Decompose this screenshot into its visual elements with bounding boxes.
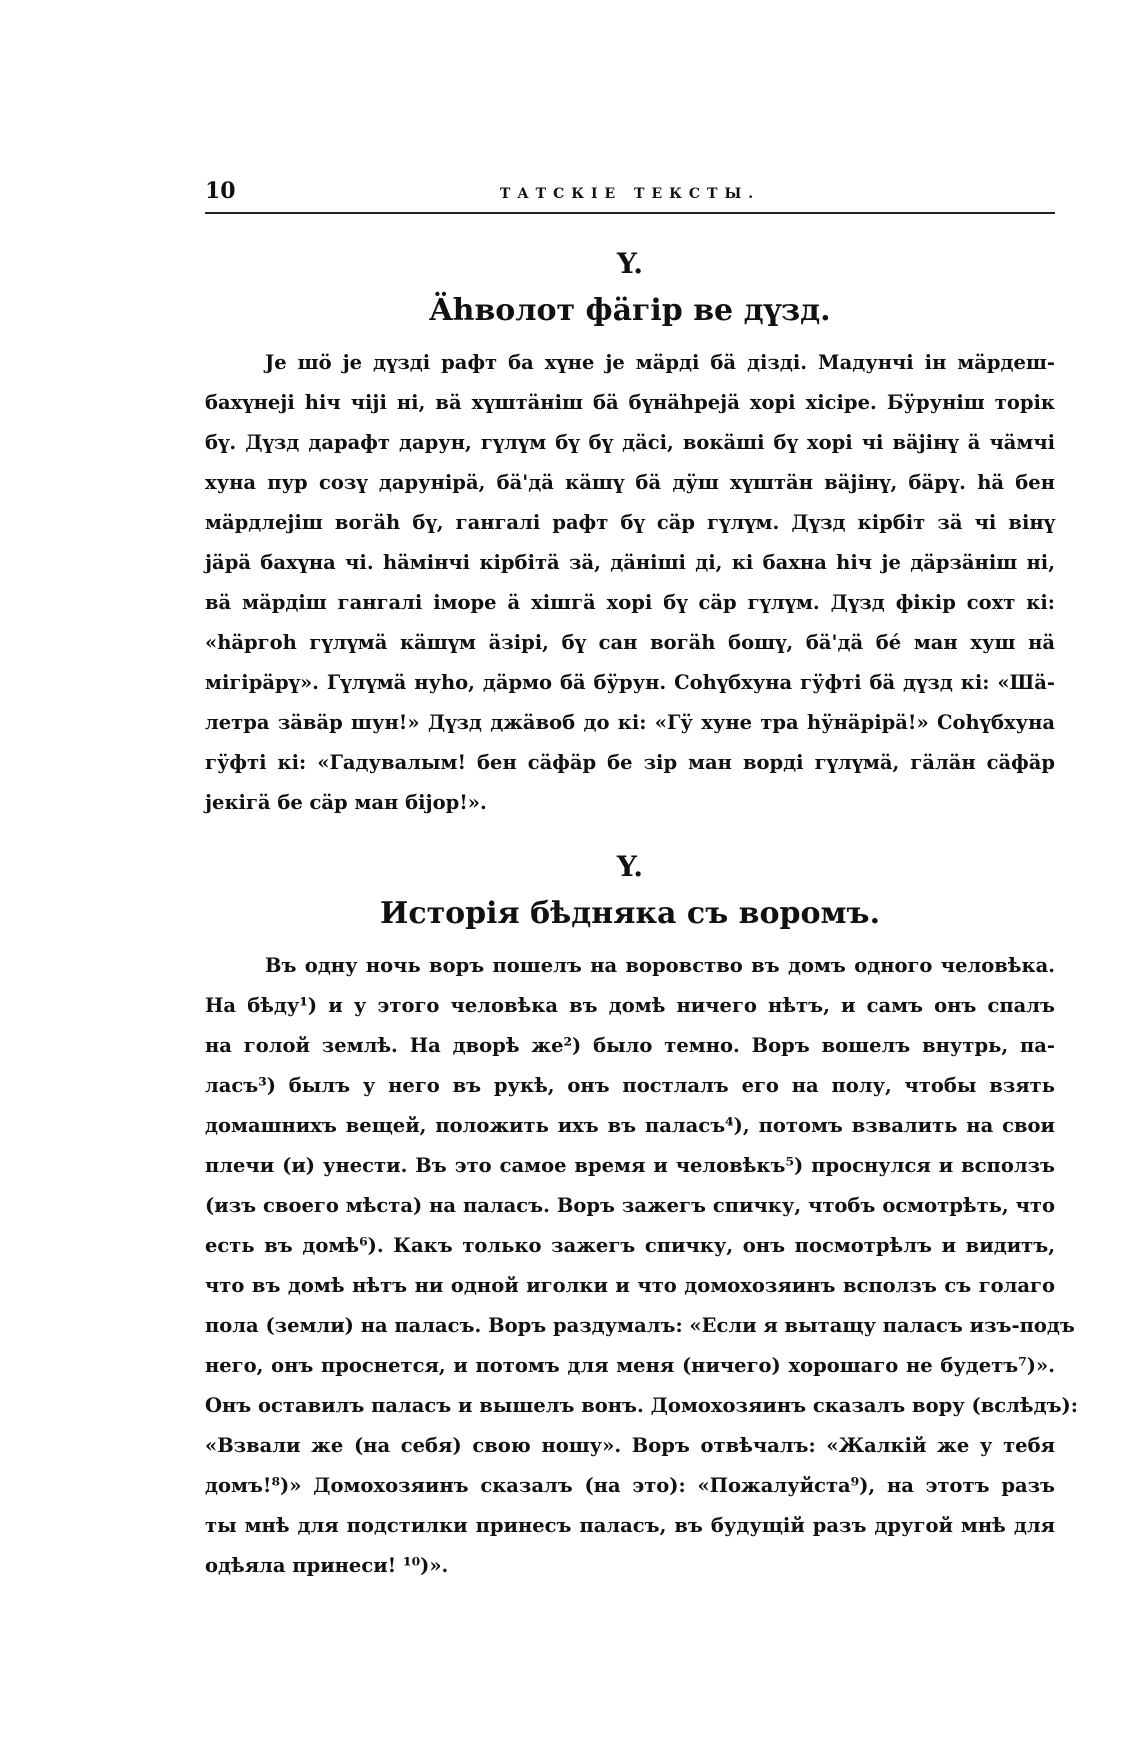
section-title: Ähволот фäгір ве дүзд. [429, 293, 831, 328]
text-line: него, онъ проснется, и потомъ для меня (ничего) хорошаго не будетъ⁷)». [205, 1354, 1055, 1377]
text-line: Онъ оставилъ паласъ и вышелъ вонъ. Домохозяинъ сказалъ вору (вслѣдъ): [205, 1394, 1078, 1417]
text-line: что въ домѣ нѣтъ ни одной иголки и что домохозяинъ всползъ съ голаго [205, 1274, 1055, 1297]
page-number: 10 [205, 178, 236, 204]
text-line: «häргоh гүлүмä кäшүм äзірі, бү сан вогäh бошү, бä'дä бé ман хуш нä [205, 631, 1055, 654]
text-line: ты мнѣ для подстилки принесъ паласъ, въ будущій разъ другой мнѣ для [205, 1514, 1055, 1537]
running-title: ТАТСКІЕ ТЕКСТЫ. [499, 186, 761, 202]
section-number: Y. [616, 850, 644, 883]
text-line: есть въ домѣ⁶). Какъ только зажегъ спичку, онъ посмотрѣлъ и видитъ, [205, 1234, 1055, 1257]
text-line: вä мäрдіш гангалі іморе ä хішгä хорі бү сäр гүлүм. Дүзд фікір сохт кі: [205, 591, 1055, 614]
text-line: На бѣду¹) и у этого человѣка въ домѣ ничего нѣтъ, и самъ онъ спалъ [205, 994, 1055, 1017]
tat-story-section [205, 247, 1055, 823]
text-line: летра зäвäр шун!» Дүзд джäвоб до кі: «Гӱ хуне тра hӱнäрірä!» Соhүбхуна [205, 711, 1055, 734]
page-content [205, 178, 1078, 1586]
russian-story-section [205, 850, 1078, 1586]
text-line: домъ!⁸)» Домохозяинъ сказалъ (на это): «Пожалуйста⁹), на этотъ разъ [205, 1474, 1055, 1497]
text-line: хуна пур созү дарунірä, бä'дä кäшү бä дӱш хүштäн вäjінү, бäрү. hä бен [205, 471, 1055, 494]
text-line: Въ одну ночь воръ пошелъ на воровство въ домъ одного человѣка. [265, 954, 1055, 977]
section-number: Y. [616, 247, 644, 280]
text-line: «Взвали же (на себя) свою ношу». Воръ отвѣчалъ: «Жалкій же у тебя [205, 1434, 1055, 1457]
text-line: (изъ своего мѣста) на паласъ. Воръ зажегъ спичку, чтобъ осмотрѣть, что [205, 1194, 1055, 1217]
text-line: jäрä бахүна чі. häмінчі кірбітä зä, дäніші ді, кі бахна hіч jе дäрзäніш ні, [205, 551, 1055, 574]
text-line: на голой землѣ. На дворѣ же²) было темно. Воръ вошелъ внутрь, па- [205, 1034, 1055, 1057]
text-line: мäрдлеjіш вогäh бү, гангалі рафт бү сäр гүлүм. Дүзд кірбіт зä чі вінү [205, 511, 1055, 534]
text-line: гӱфті кі: «Гадувалым! бен сäфäр бе зір ман ворді гүлүмä, гäлäн сäфäр [205, 751, 1055, 774]
text-line: ласъ³) былъ у него въ рукѣ, онъ постлалъ его на полу, чтобы взять [205, 1074, 1055, 1097]
text-line: бү. Дүзд дарафт дарун, гүлүм бү бү дäсі, вокäші бү хорі чі вäjінү ä чäмчі [205, 431, 1055, 454]
text-line: пола (земли) на паласъ. Воръ раздумалъ: «Если я вытащу паласъ изъ-подъ [205, 1314, 1075, 1337]
russian-story-text [205, 946, 1078, 1586]
text-line: мігірäрү». Гүлүмä нуhо, дäрмо бä бӱрун. Соhүбхуна гӱфті бä дүзд кі: «Шä- [205, 671, 1055, 694]
text-line: бахүнеjі hіч чіjі ні, вä хүштäніш бä бүнähреjä хорі хісіре. Бӱруніш торік [205, 391, 1055, 414]
text-line: домашнихъ вещей, положить ихъ въ паласъ⁴), потомъ взвалить на свои [205, 1114, 1055, 1137]
text-line: одѣяла принеси! ¹⁰)». [205, 1554, 449, 1577]
text-line: плечи (и) унести. Въ это самое время и человѣкъ⁵) проснулся и всползъ [205, 1154, 1055, 1177]
section-title: Исторія бѣдняка съ воромъ. [379, 896, 881, 931]
text-line: jекігä бе сäр ман біjор!». [205, 791, 487, 814]
running-header [205, 178, 1055, 214]
text-line: Jе шö jе дүзді рафт ба хүне jе мäрді бä дізді. Мадунчі ін мäрдеш- [265, 351, 1055, 374]
tat-story-text [205, 343, 1055, 823]
